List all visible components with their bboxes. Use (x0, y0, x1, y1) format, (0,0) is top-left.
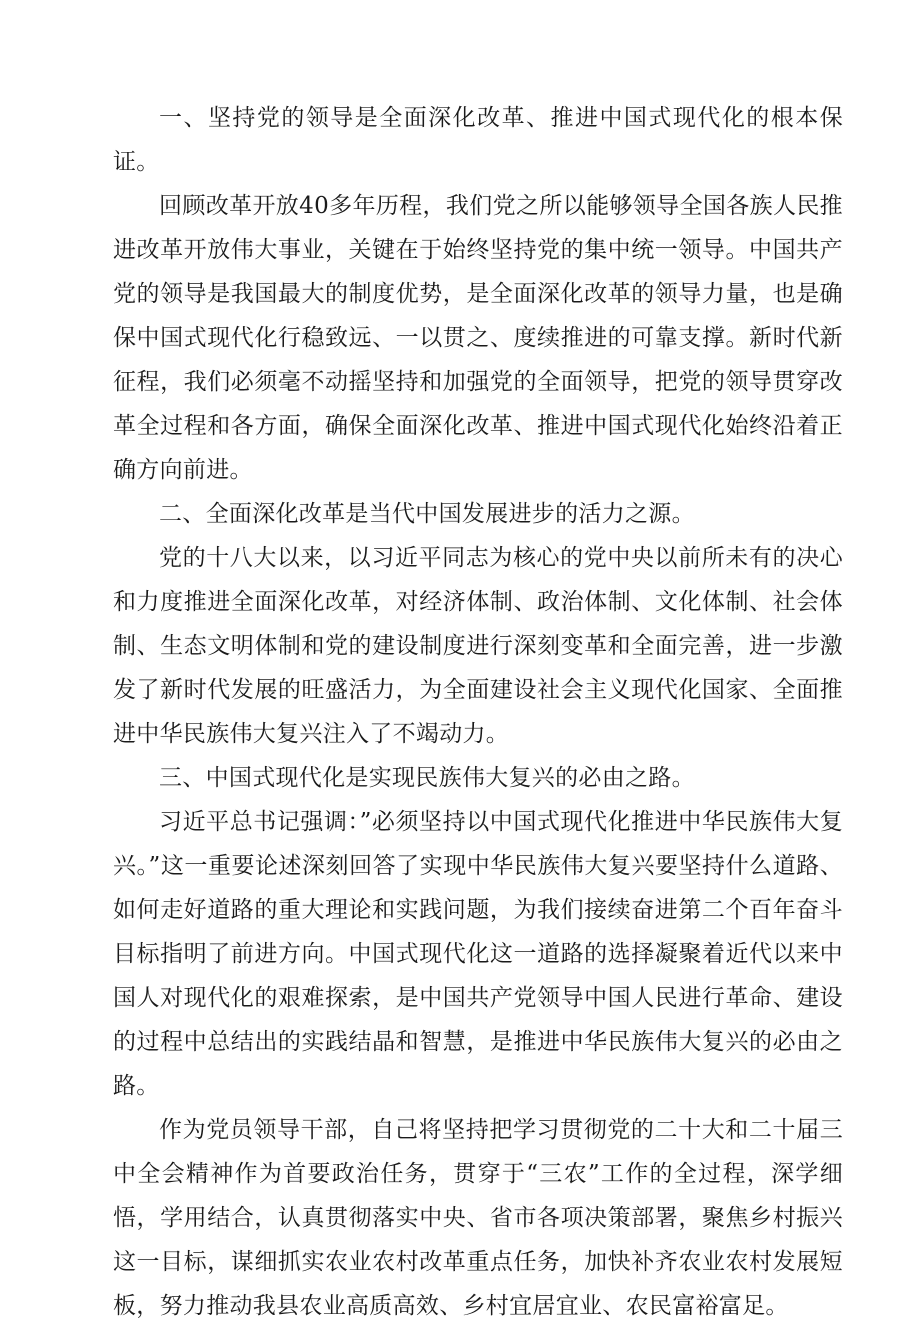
section-heading-3: 三、中国式现代化是实现民族伟大复兴的必由之路。 (159, 765, 695, 791)
body-paragraph-2: 党的十八大以来，以习近平同志为核心的党中央以前所未有的决心和力度推进全面深化改革，对经济体制、政治体制、文化体制、社会体制、生态文明体制和党的建设制度进行深刻变革和全面完善，进一步激发了新时代发展的旺盛活力，为全面建设社会主义现代化国家、全面推进中华民族伟大复兴注入了不竭动力。 (113, 545, 843, 747)
body-paragraph-4: 作为党员领导干部，自己将坚持把学习贯彻党的二十大和二十届三中全会精神作为首要政治任务，贯穿于“三农”工作的全过程，深学细悟，学用结合，认真贯彻落实中央、省市各项决策部署，聚焦乡村振兴这一目标，谋细抓实农业农村改革重点任务，加快补齐农业农村发展短板，努力推动我县农业高质高效、乡村宜居宜业、农民富裕富足。 (113, 1117, 843, 1319)
body-paragraph-3: 习近平总书记强调：”必须坚持以中国式现代化推进中华民族伟大复兴。”这一重要论述深刻回答了实现中华民族伟大复兴要坚持什么道路、如何走好道路的重大理论和实践问题，为我们接续奋进第二个百年奋斗目标指明了前进方向。中国式现代化这一道路的选择凝聚着近代以来中国人对现代化的艰难探索，是中国共产党领导中国人民进行革命、建设的过程中总结出的实践结晶和智慧，是推进中华民族伟大复兴的必由之路。 (113, 809, 843, 1099)
document-body (113, 96, 843, 1328)
body-paragraph-1: 回顾改革开放40多年历程，我们党之所以能够领导全国各族人民推进改革开放伟大事业，关键在于始终坚持党的集中统一领导。中国共产党的领导是我国最大的制度优势，是全面深化改革的领导力量，也是确保中国式现代化行稳致远、一以贯之、度续推进的可靠支撑。新时代新征程，我们必须毫不动摇坚持和加强党的全面领导，把党的领导贯穿改革全过程和各方面，确保全面深化改革、推进中国式现代化始终沿着正确方向前进。 (113, 193, 843, 483)
section-heading-1: 一、坚持党的领导是全面深化改革、推进中国式现代化的根本保证。 (113, 105, 843, 175)
section-heading-2: 二、全面深化改革是当代中国发展进步的活力之源。 (159, 501, 695, 527)
